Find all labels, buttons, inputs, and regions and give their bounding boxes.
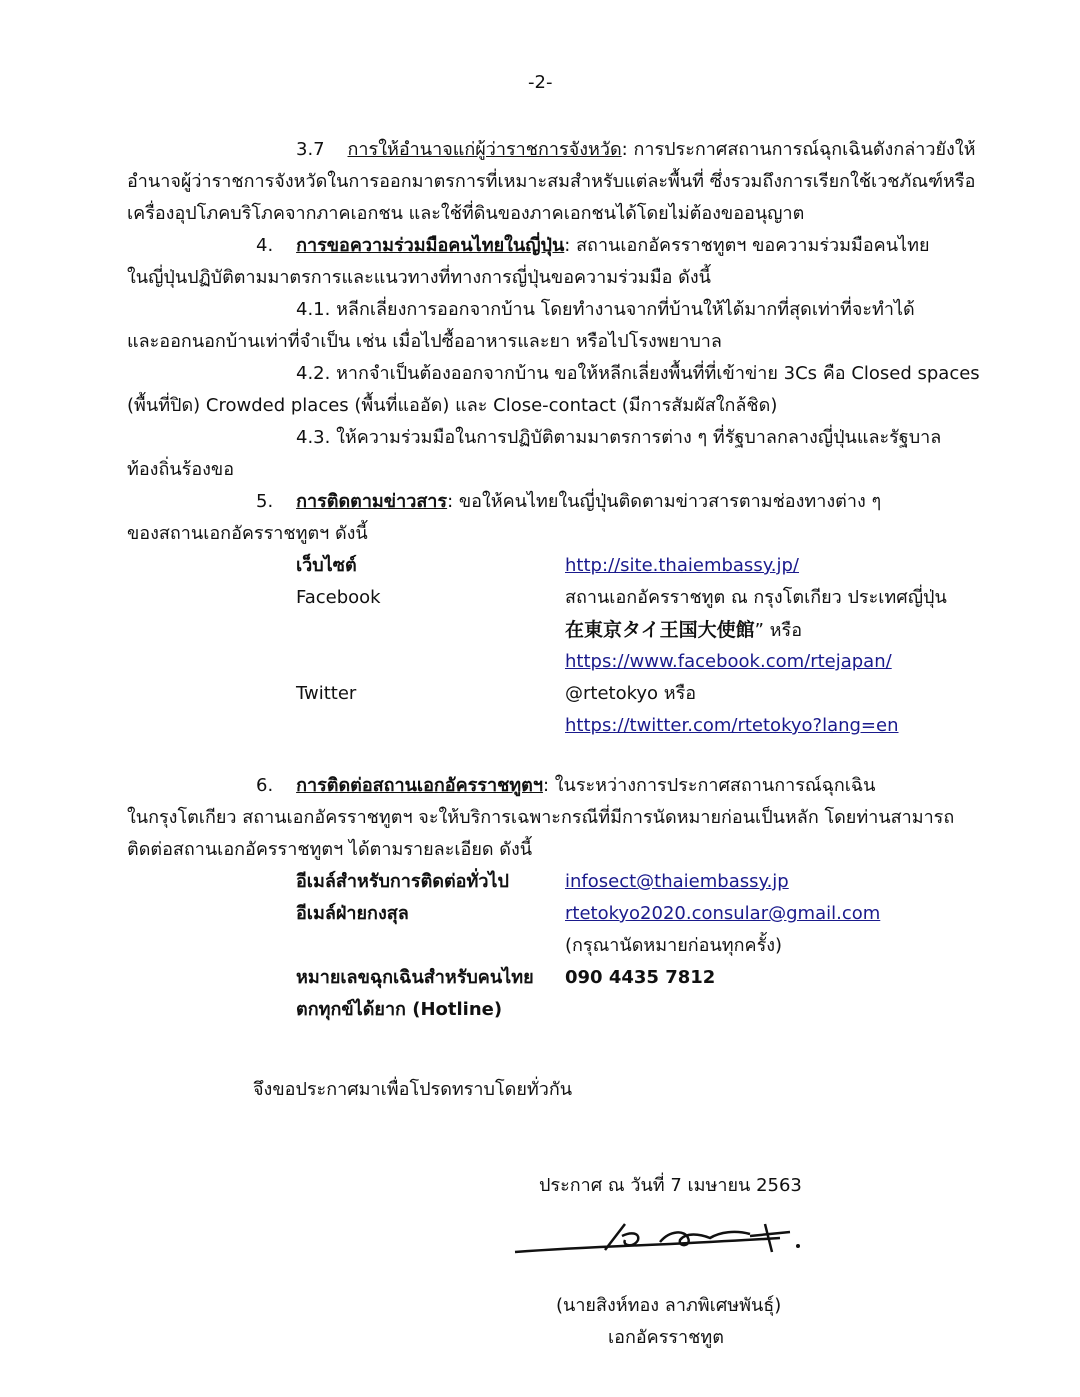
section-6-text-2: ในกรุงโตเกียว สถานเอกอัครราชทูตฯ จะให้บริการเฉพาะกรณีที่มีการนัดหมายก่อนเป็นหลัก โดยท่านสามารถ — [127, 807, 955, 828]
section-3-7-text-3: เครื่องอุปโภคบริโภคจากภาคเอกชน และใช้ที่ดินของภาคเอกชนได้โดยไม่ต้องขออนุญาต — [127, 203, 805, 224]
facebook-page-name: สถานเอกอัครราชทูต ณ กรุงโตเกียว ประเทศญี่ปุ่น — [565, 587, 947, 608]
section-4-line-1 — [256, 233, 929, 259]
section-6-number: 6. — [256, 775, 274, 796]
section-5-number: 5. — [256, 491, 274, 512]
facebook-label: Facebook — [296, 587, 381, 608]
section-4-heading: การขอความร่วมมือคนไทยในญี่ปุ่น — [296, 235, 565, 256]
item-4-3-line-1: 4.3. ให้ความร่วมมือในการปฏิบัติตามมาตรการต่าง ๆ ที่รัฐบาลกลางญี่ปุ่นและรัฐบาล — [296, 427, 942, 448]
facebook-link[interactable]: https://www.facebook.com/rtejapan/ — [565, 651, 892, 672]
hotline-label-line-2: ตกทุกข์ได้ยาก (Hotline) — [296, 999, 503, 1020]
section-3-7-heading: การให้อำนาจแก่ผู้ว่าราชการจังหวัด — [347, 139, 622, 160]
section-5-heading: การติดตามข่าวสาร — [296, 491, 448, 512]
twitter-handle: @rtetokyo หรือ — [565, 683, 697, 704]
section-5-text-2: ของสถานเอกอัครราชทูตฯ ดังนี้ — [127, 523, 368, 544]
section-6-line-1 — [256, 773, 875, 799]
item-4-3-line-2: ท้องถิ่นร้องขอ — [127, 459, 235, 480]
consular-email-note: (กรุณานัดหมายก่อนทุกครั้ง) — [565, 935, 783, 956]
facebook-jp-suffix: ” หรือ — [754, 620, 803, 641]
announcement-date: ประกาศ ณ วันที่ 7 เมษายน 2563 — [539, 1175, 802, 1196]
section-3-7-line-1 — [296, 137, 975, 163]
twitter-label: Twitter — [296, 683, 357, 704]
section-6-heading: การติดต่อสถานเอกอัครราชทูตฯ — [296, 775, 543, 796]
signer-name: (นายสิงห์ทอง ลาภพิเศษพันธุ์) — [556, 1295, 782, 1316]
item-4-2-line-2: (พื้นที่ปิด) Crowded places (พื้นที่แออัด) และ Close-contact (มีการสัมผัสใกล้ชิด) — [127, 395, 778, 416]
section-6-text-3: ติดต่อสถานเอกอัครราชทูตฯ ได้ตามรายละเอียด ดังนี้ — [127, 839, 533, 860]
closing-statement: จึงขอประกาศมาเพื่อโปรดทราบโดยทั่วกัน — [253, 1079, 573, 1100]
website-label: เว็บไซต์ — [296, 555, 357, 576]
item-4-1-line-2: และออกนอกบ้านเท่าที่จำเป็น เช่น เมื่อไปซื้ออาหารและยา หรือไปโรงพยาบาล — [127, 331, 722, 352]
item-4-1-line-1: 4.1. หลีกเลี่ยงการออกจากบ้าน โดยทำงานจากที่บ้านให้ได้มากที่สุดเท่าที่จะทำได้ — [296, 299, 915, 320]
website-link[interactable]: http://site.thaiembassy.jp/ — [565, 555, 799, 576]
hotline-label-line-1: หมายเลขฉุกเฉินสำหรับคนไทย — [296, 967, 534, 988]
consular-email-label: อีเมล์ฝ่ายกงสุล — [296, 903, 409, 924]
general-email-label: อีเมล์สำหรับการติดต่อทั่วไป — [296, 871, 509, 892]
section-4-text-2: ในญี่ปุ่นปฏิบัติตามมาตรการและแนวทางที่ทางการญี่ปุ่นขอความร่วมมือ ดังนี้ — [127, 267, 711, 288]
handwritten-signature — [510, 1212, 810, 1262]
section-3-7-number: 3.7 — [296, 139, 325, 160]
section-5-text-1: : ขอให้คนไทยในญี่ปุ่นติดตามข่าวสารตามช่องทางต่าง ๆ — [447, 491, 882, 512]
twitter-link[interactable]: https://twitter.com/rtetokyo?lang=en — [565, 715, 899, 736]
section-4-text-1: : สถานเอกอัครราชทูตฯ ขอความร่วมมือคนไทย — [564, 235, 930, 256]
page-number: -2- — [528, 72, 553, 93]
facebook-page-name-jp-line — [565, 617, 802, 644]
section-5-line-1 — [256, 489, 881, 515]
section-4-number: 4. — [256, 235, 274, 256]
general-email-link[interactable]: infosect@thaiembassy.jp — [565, 871, 789, 892]
signer-title: เอกอัครราชทูต — [608, 1327, 724, 1348]
item-4-2-line-1: 4.2. หากจำเป็นต้องออกจากบ้าน ขอให้หลีกเลี่ยงพื้นที่ที่เข้าข่าย 3Cs คือ Closed spaces — [296, 363, 980, 384]
section-6-text-1: : ในระหว่างการประกาศสถานการณ์ฉุกเฉิน — [542, 775, 876, 796]
consular-email-link[interactable]: rtetokyo2020.consular@gmail.com — [565, 903, 881, 924]
facebook-page-name-jp: 在東京タイ王国大使館 — [565, 619, 755, 641]
hotline-number: 090 4435 7812 — [565, 967, 716, 988]
section-3-7-text-1: : การประกาศสถานการณ์ฉุกเฉินดังกล่าวยังให้ — [621, 139, 976, 160]
section-3-7-text-2: อำนาจผู้ว่าราชการจังหวัดในการออกมาตรการที่เหมาะสมสำหรับแต่ละพื้นที่ ซึ่งรวมถึงการเรียกใช้เวชภัณฑ์หรือ — [127, 171, 976, 192]
